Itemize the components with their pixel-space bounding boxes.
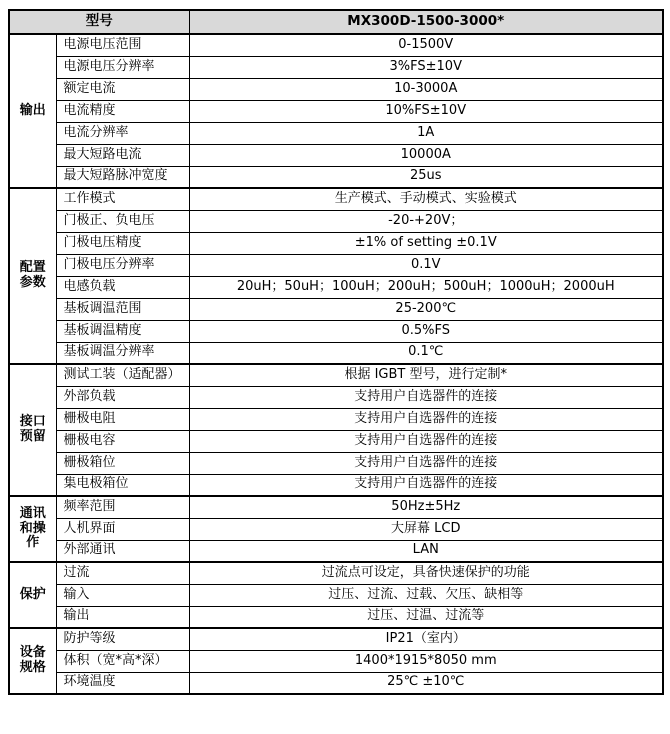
table-header-row — [9, 10, 663, 34]
table-row — [9, 34, 663, 56]
param-label: 外部通讯 — [56, 540, 189, 562]
param-value: ±1% of setting ±0.1V — [189, 232, 663, 254]
param-label: 电感负载 — [56, 276, 189, 298]
param-value: 根据 IGBT 型号，进行定制* — [189, 364, 663, 386]
table-row — [9, 496, 663, 518]
param-value: 生产模式、手动模式、实验模式 — [189, 188, 663, 210]
param-value: 0.1V — [189, 254, 663, 276]
param-label: 门极电压精度 — [56, 232, 189, 254]
param-label: 基板调温分辨率 — [56, 342, 189, 364]
param-value: 支持用户自选器件的连接 — [189, 386, 663, 408]
param-label: 频率范围 — [56, 496, 189, 518]
param-value: 1A — [189, 122, 663, 144]
param-value: 1400*1915*8050 mm — [189, 650, 663, 672]
param-value: -20-+20V； — [189, 210, 663, 232]
param-label: 电流精度 — [56, 100, 189, 122]
param-value: 支持用户自选器件的连接 — [189, 408, 663, 430]
param-value: LAN — [189, 540, 663, 562]
param-value: 支持用户自选器件的连接 — [189, 430, 663, 452]
table-row — [9, 56, 663, 78]
param-value: 25-200℃ — [189, 298, 663, 320]
param-label: 最大短路脉冲宽度 — [56, 166, 189, 188]
param-label: 输出 — [56, 606, 189, 628]
table-row — [9, 232, 663, 254]
table-row — [9, 188, 663, 210]
table-row — [9, 562, 663, 584]
table-row — [9, 650, 663, 672]
table-row — [9, 386, 663, 408]
param-label: 体积（宽*高*深） — [56, 650, 189, 672]
param-label: 集电极箱位 — [56, 474, 189, 496]
table-row — [9, 628, 663, 650]
param-label: 栅极箱位 — [56, 452, 189, 474]
param-value: 25us — [189, 166, 663, 188]
param-value: 过压、过温、过流等 — [189, 606, 663, 628]
param-label: 人机界面 — [56, 518, 189, 540]
table-row — [9, 474, 663, 496]
group-label-device: 设备规格 — [9, 628, 56, 694]
param-value: IP21（室内） — [189, 628, 663, 650]
param-value: 10000A — [189, 144, 663, 166]
table-row — [9, 364, 663, 386]
param-label: 测试工装（适配器） — [56, 364, 189, 386]
group-label-interface: 接口预留 — [9, 364, 56, 496]
table-row — [9, 452, 663, 474]
param-value: 50Hz±5Hz — [189, 496, 663, 518]
param-label: 栅极电容 — [56, 430, 189, 452]
model-header-value: MX300D-1500-3000* — [189, 10, 663, 34]
table-row — [9, 320, 663, 342]
table-row — [9, 254, 663, 276]
param-label: 输入 — [56, 584, 189, 606]
table-row — [9, 100, 663, 122]
param-value: 支持用户自选器件的连接 — [189, 474, 663, 496]
table-row — [9, 584, 663, 606]
group-label-protection: 保护 — [9, 562, 56, 628]
param-value: 10%FS±10V — [189, 100, 663, 122]
param-value: 大屏幕 LCD — [189, 518, 663, 540]
param-label: 环境温度 — [56, 672, 189, 694]
table-row — [9, 78, 663, 100]
param-label: 电流分辨率 — [56, 122, 189, 144]
table-row — [9, 672, 663, 694]
table-row — [9, 540, 663, 562]
param-value: 过流点可设定，具备快速保护的功能 — [189, 562, 663, 584]
param-value: 0.5%FS — [189, 320, 663, 342]
param-value: 20uH；50uH；100uH；200uH；500uH；1000uH；2000uH — [189, 276, 663, 298]
param-label: 额定电流 — [56, 78, 189, 100]
param-label: 基板调温精度 — [56, 320, 189, 342]
table-row — [9, 210, 663, 232]
param-label: 栅极电阻 — [56, 408, 189, 430]
param-value: 25℃ ±10℃ — [189, 672, 663, 694]
param-label: 基板调温范围 — [56, 298, 189, 320]
group-label-config: 配置参数 — [9, 188, 56, 364]
spec-table — [8, 9, 664, 695]
param-value: 3%FS±10V — [189, 56, 663, 78]
table-row — [9, 144, 663, 166]
param-label: 防护等级 — [56, 628, 189, 650]
param-label: 电源电压范围 — [56, 34, 189, 56]
param-value: 过压、过流、过载、欠压、缺相等 — [189, 584, 663, 606]
table-row — [9, 166, 663, 188]
param-value: 10-3000A — [189, 78, 663, 100]
param-value: 支持用户自选器件的连接 — [189, 452, 663, 474]
group-label-output: 输出 — [9, 34, 56, 188]
model-header-label: 型号 — [9, 10, 189, 34]
param-label: 门极电压分辨率 — [56, 254, 189, 276]
param-label: 工作模式 — [56, 188, 189, 210]
table-row — [9, 276, 663, 298]
param-label: 电源电压分辨率 — [56, 56, 189, 78]
table-row — [9, 298, 663, 320]
param-label: 过流 — [56, 562, 189, 584]
table-row — [9, 342, 663, 364]
table-row — [9, 408, 663, 430]
table-row — [9, 430, 663, 452]
param-value: 0-1500V — [189, 34, 663, 56]
group-label-comm: 通讯和操作 — [9, 496, 56, 562]
table-row — [9, 518, 663, 540]
table-row — [9, 606, 663, 628]
table-row — [9, 122, 663, 144]
param-label: 最大短路电流 — [56, 144, 189, 166]
param-label: 外部负载 — [56, 386, 189, 408]
param-value: 0.1℃ — [189, 342, 663, 364]
param-label: 门极正、负电压 — [56, 210, 189, 232]
